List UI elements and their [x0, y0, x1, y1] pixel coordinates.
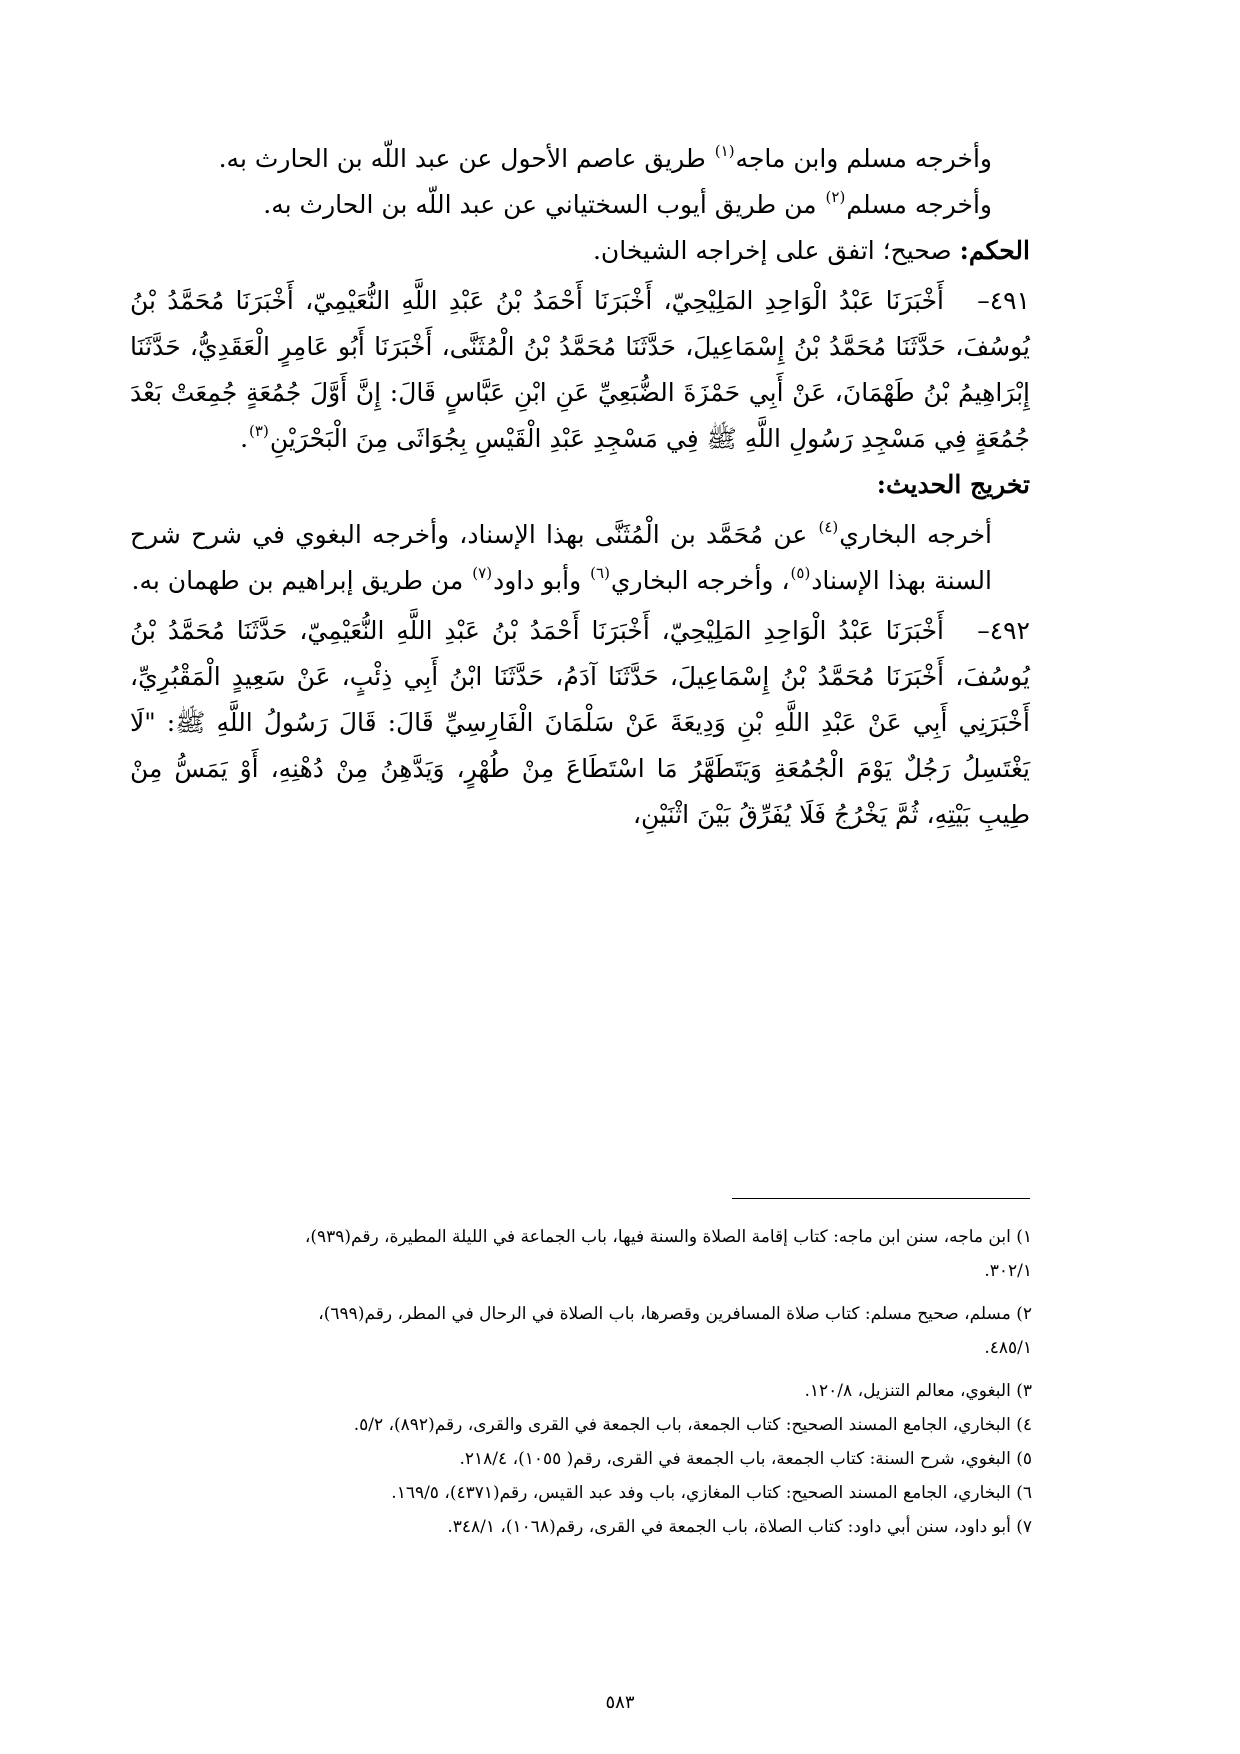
page-number: ٥٨٣ — [605, 1692, 635, 1713]
paragraph-takhrij — [130, 512, 1030, 604]
footnote-ref-4[interactable]: (٤) — [818, 518, 839, 536]
text-run: وأخرجه مسلم وابن ماجه — [735, 144, 992, 173]
hukm-text: صحيح؛ اتفق على إخراجه الشيخان. — [592, 236, 960, 265]
paragraph-hukm — [130, 228, 1030, 274]
footnote-ref-2[interactable]: (٢) — [825, 188, 846, 206]
footnote-ref-1[interactable]: (١) — [714, 142, 735, 160]
footnote-2 — [128, 1297, 1032, 1365]
footnote-1 — [128, 1220, 1032, 1288]
hadith-491 — [130, 278, 1030, 462]
text-run: وأبو داود — [493, 566, 590, 595]
footnote-line: ٣٠٢/١. — [984, 1261, 1032, 1281]
footnote-line: ١) ابن ماجه، سنن ابن ماجه: كتاب إقامة الصلاة والسنة فيها، باب الجماعة في الليلة المطيرة، رقم(٩٣٩)، — [304, 1227, 1032, 1247]
text-run: . — [240, 424, 249, 453]
footnote-line: ٤٨٥/١. — [984, 1338, 1032, 1358]
text-run: من طريق إبراهيم بن طهمان به. — [131, 566, 472, 595]
footnote-ref-7[interactable]: (٧) — [472, 564, 493, 582]
footnotes — [128, 1220, 1032, 1544]
hukm-label: الحكم: — [959, 236, 1030, 265]
text-run: طريق عاصم الأحول عن عبد اللّه بن الحارث به. — [218, 144, 714, 173]
footnote-line: ٢) مسلم، صحيح مسلم: كتاب صلاة المسافرين وقصرها، باب الصلاة في الرحال في المطر، رقم(٦٩٩)، — [318, 1304, 1032, 1324]
footnote-separator — [732, 1198, 1030, 1199]
footnote-6: ٦) البخاري، الجامع المسند الصحيح: كتاب المغازي، باب وفد عبد القيس، رقم(٤٣٧١)، ١٦٩/٥. — [391, 1483, 1032, 1503]
text-run: عن مُحَمَّد بن الْمُثَنَّى بهذا الإسناد، وأخرجه البغوي في شرح شرح السنة بهذا الإسناد — [130, 520, 992, 595]
text-run: وأخرجه مسلم — [846, 190, 992, 219]
text-run: ، وأخرجه البخاري — [610, 566, 790, 595]
hadith-492 — [130, 608, 1030, 838]
footnote-ref-5[interactable]: (٥) — [790, 564, 811, 582]
footnote-7: ٧) أبو داود، سنن أبي داود: كتاب الصلاة، باب الجمعة في القرى، رقم(١٠٦٨)، ٣٤٨/١. — [447, 1517, 1032, 1537]
footnote-5: ٥) البغوي، شرح السنة: كتاب الجمعة، باب الجمعة في القرى، رقم( ١٠٥٥)، ٢١٨/٤. — [459, 1449, 1032, 1469]
paragraph-ibn-majah — [130, 136, 1030, 182]
footnote-ref-3[interactable]: (٣) — [249, 422, 269, 440]
text-run: من طريق أيوب السختياني عن عبد اللّه بن الحارث به. — [263, 190, 825, 219]
main-text — [130, 136, 1030, 838]
footnote-4: ٤) البخاري، الجامع المسند الصحيح: كتاب الجمعة، باب الجمعة في القرى والقرى، رقم(٨٩٢)، ٥/٢. — [353, 1415, 1032, 1435]
hadith-number: ٤٩٢– — [977, 616, 1030, 645]
hadith-text: أَخْبَرَنَا عَبْدُ الْوَاحِدِ المَلِيْحِيّ، أَخْبَرَنَا أَحْمَدُ بْنُ عَبْدِ اللَّهِ النُّعَيْمِيّ، حَدَّثَنَا مُحَمَّدُ بْنُ يُوسُفَ، أَخْبَرَنَا مُحَمَّدُ بْنُ إِسْمَاعِيلَ، حَدَّثَنَا آدَمُ، حَدَّثَنَا ابْنُ أَبِي ذِئْبٍ، عَنْ سَعِيدٍ الْمَقْبُرِيِّ، أَخْبَرَنِي أَبِي عَنْ عَبْدِ اللَّهِ بْنِ وَدِيعَةَ عَنْ سَلْمَانَ الْفَارِسِيِّ قَالَ: قَالَ رَسُولُ اللَّهِ ﷺ: "لَا يَغْتَسِلُ رَجُلٌ يَوْمَ الْجُمُعَةِ وَيَتَطَهَّرُ مَا اسْتَطَاعَ مِنْ طُهْرٍ، وَيَدَّهِنُ مِنْ دُهْنِهِ، أَوْ يَمَسُّ مِنْ طِيبِ بَيْتِهِ، ثُمَّ يَخْرُجُ فَلَا يُفَرِّقُ بَيْنَ اثْنَيْنِ، — [130, 616, 1030, 829]
paragraph-muslim — [130, 182, 1030, 228]
takhrij-heading: تخريج الحديث: — [876, 470, 1030, 499]
text-run: أخرجه البخاري — [839, 520, 992, 549]
footnote-3: ٣) البغوي، معالم التنزيل، ١٢٠/٨. — [804, 1381, 1032, 1401]
footnote-ref-6[interactable]: (٦) — [590, 564, 610, 582]
hadith-number: ٤٩١– — [977, 286, 1030, 315]
hadith-text: أَخْبَرَنَا عَبْدُ الْوَاحِدِ المَلِيْحِيّ، أَخْبَرَنَا أَحْمَدُ بْنُ عَبْدِ اللَّهِ النُّعَيْمِيّ، أَخْبَرَنَا مُحَمَّدُ بْنُ يُوسُفَ، حَدَّثَنَا مُحَمَّدُ بْنُ إِسْمَاعِيلَ، حَدَّثَنَا مُحَمَّدُ بْنُ الْمُثَنَّى، أَخْبَرَنَا أَبُو عَامِرٍ الْعَقَدِيُّ، حَدَّثَنَا إِبْرَاهِيمُ بْنُ طَهْمَانَ، عَنْ أَبِي حَمْزَةَ الضُّبَعِيِّ عَنِ ابْنِ عَبَّاسٍ قَالَ: إِنَّ أَوَّلَ جُمُعَةٍ جُمِعَتْ بَعْدَ جُمُعَةٍ فِي مَسْجِدِ رَسُولِ اللَّهِ ﷺ فِي مَسْجِدِ عَبْدِ الْقَيْسِ بِجُوَاثَى مِنَ الْبَحْرَيْنِ — [130, 286, 1030, 453]
